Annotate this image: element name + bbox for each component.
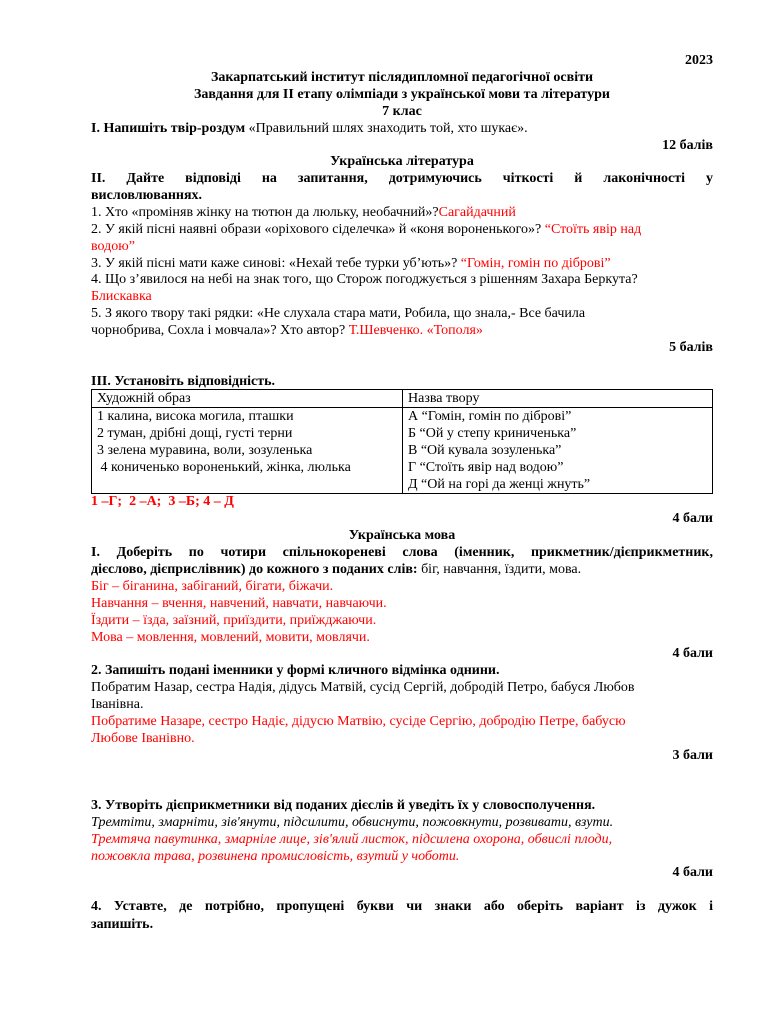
title-item: Д “Ой на горі да женці жнуть” [408,477,591,492]
titles-cell [403,408,713,494]
answer-1: Сагайдачний [438,205,516,220]
answer-2: “Стоїть явір над [544,222,642,237]
language-task1-score: 4 бали [672,646,713,661]
image-item: 4 кониченько вороненький, жінка, люлька [97,460,351,475]
insert-letters-task-heading: 4. Уставте, де потрібно, пропущені букви чи знаки або оберіть варіант із дужок і [91,899,713,914]
matching-answer: 1 –Г; 2 –А; 3 –Б; 4 – Д [91,494,234,509]
question-2 [91,221,713,238]
question-1 [91,204,713,221]
answer-4: Блискавка [91,289,152,304]
vocative-score: 3 бали [672,748,713,763]
matching-table [91,389,713,494]
image-item: 3 зелена муравина, воли, зозуленька [97,443,313,458]
title-item: А “Гомін, гомін по діброві” [408,409,572,424]
column-header-image: Художній образ [92,390,403,408]
vocative-answer: Побратиме Назаре, сестро Надіє, дідусю Матвію, сусіде Сергію, добродію Петре, бабусю [91,714,626,729]
question-5-text: чорнобрива, Сохла і мовчала»? Хто автор? [91,323,346,338]
participle-verbs: Тремтіти, змарніти, зів'янути, підсилити, обвиснути, пожовкнути, розвивати, взути. [91,815,614,830]
participle-score: 4 бали [672,865,713,880]
literature-section-title: Українська література [330,154,474,169]
institute-name: Закарпатський інститут післядипломної педагогічної освіти [210,70,594,85]
matching-table-body-row [92,408,713,494]
essay-task-heading: I. Напишіть твір-роздум [91,121,246,136]
column-header-title: Назва твору [403,390,713,408]
essay-topic: «Правильний шлях знаходить той, хто шукає». [248,121,528,136]
title-item: Б “Ой у степу криниченька” [408,426,577,441]
cognate-answer: Навчання – вчення, навчений, навчати, навчаючи. [91,596,387,611]
question-4: 4. Що з’явилося на небі на знак того, що Сторож погоджується з рішенням Захара Беркута? [91,272,638,287]
cognate-answer: Їздити – їзда, заїзний, приїздити, приїжджаючи. [91,613,377,628]
cognate-answer: Біг – біганина, забіганий, бігати, біжачи. [91,579,334,594]
language-task1-heading-cont [91,561,713,578]
question-5-cont [91,322,713,339]
answer-2-cont: водою” [91,239,135,254]
language-section-title: Українська мова [348,528,456,543]
vocative-nouns-cont: Іванівна. [91,697,144,712]
literature-task2-score: 5 балів [669,340,713,355]
essay-score: 12 балів [662,138,713,153]
matching-table-header-row [92,390,713,408]
question-5: 5. З якого твору такі рядки: «Не слухала стара мати, Робила, що знала,- Все бачила [91,306,586,321]
literature-task2-heading-cont: висловлюваннях. [91,188,203,203]
title-item: Г “Стоїть явір над водою” [408,460,564,475]
language-task1-words: біг, навчання, їздити, мова. [421,562,582,577]
title-item: В “Ой кувала зозуленька” [408,443,562,458]
cognate-answer: Мова – мовлення, мовлений, мовити, мовлячи. [91,630,370,645]
language-task1-heading-text: дієслово, дієприслівник) до кожного з поданих слів: [91,562,418,577]
literature-task2-heading: II. Дайте відповіді на запитання, дотримуючись чіткості й лаконічності у [91,171,713,186]
matching-task-heading: III. Установіть відповідність. [91,374,276,389]
document-title: Завдання для II етапу олімпіади з української мови та літератури [194,87,610,102]
essay-task [91,120,713,137]
question-2-text: 2. У якій пісні наявні образи «оріхового сіделечка» й «коня вороненького»? [91,222,542,237]
participle-answer-cont: пожовкла трава, розвинена промисловість, взутий у чоботи. [91,849,460,864]
vocative-task-heading: 2. Запишіть подані іменники у формі кличного відмінка однини. [91,663,500,678]
grade: 7 клас [382,104,422,119]
insert-letters-task-heading-cont: запишіть. [91,917,154,932]
participle-answer: Тремтяча павутинка, змарніле лице, зів'ялий листок, підсилена охорона, обвислі плоди, [91,832,613,847]
images-cell [92,408,403,494]
question-1-text: 1. Хто «проміняв жінку на тютюн да люльку, необачний»? [91,205,439,220]
vocative-answer-cont: Любове Іванівно. [91,731,195,746]
year: 2023 [685,53,713,68]
image-item: 1 калина, висока могила, пташки [97,409,294,424]
image-item: 2 туман, дрібні дощі, густі терни [97,426,293,441]
question-3 [91,255,713,272]
answer-3: “Гомін, гомін по діброві” [460,256,611,271]
participle-task-heading: 3. Утворіть дієприкметники від поданих дієслів й уведіть їх у словосполучення. [91,798,596,813]
question-3-text: 3. У якій пісні мати каже синові: «Нехай тебе турки уб’ють»? [91,256,458,271]
matching-score: 4 бали [672,511,713,526]
answer-5: Т.Шевченко. «Тополя» [348,323,483,338]
vocative-nouns: Побратим Назар, сестра Надія, дідусь Матвій, сусід Сергій, добродій Петро, бабуся Любов [91,680,635,695]
language-task1-heading: I. Доберіть по чотири спільнокореневі слова (іменник, прикметник/дієприкметник, [91,545,713,560]
